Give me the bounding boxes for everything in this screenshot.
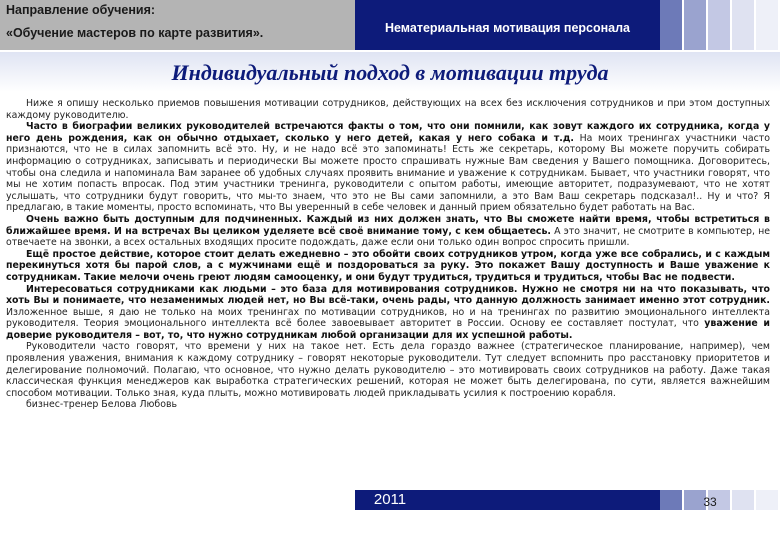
footer-decor-square [660, 490, 682, 510]
paragraph-availability-text: А это значит, не смотрите в компьютер, не отвечаете на звонки, а всех остальных входящих просите подождать, даже если они только один вопрос спросить пришли. [6, 225, 770, 249]
paragraph-interest [6, 284, 770, 342]
decor-square [756, 0, 778, 50]
paragraph-memory-bold: Часто в биографии великих руководителей встречаются факты о том, что они помнили, как зовут каждого их сотрудника, когда у него день рождения, как он обычно отдыхает, сколько у него детей, какая у него собака и т.д. [6, 121, 770, 144]
page-title: Индивидуальный подход в мотивации труда [171, 60, 609, 85]
footer-decor-square [732, 490, 754, 510]
paragraph-memory-text: На моих тренингах участники часто признаются, что не в силах запомнить всё это. Ну, и не надо всё это запоминать! Есть же секретарь, которому Вы можете поручить собирать информацию о сотрудниках, записывать и периодически Вы можете просто спрашивать нужные Вам сведения у Вашего помощника. Договоритесь, чтобы она следила и напоминала Вам заранее об удобных случаях проявить внимание и уважение к сотрудникам. Бывает, что участники говорят, что мы не хотим попасть впросак. Под этим участники тренинга, руководители с опытом работы, имеющие авторитет, подразумевают, что не хотят услышать, что сотрудники будут говорить, что мы-то знаем, что это не Вы сами запомнили, а это Вам Ваш секретарь подсказал!.. Ну и что? Я предлагаю, в такие моменты, просто вспоминать, что Вы уверенный в себе человек и данный прием обязательно будет работать на Вас. [6, 132, 770, 214]
footer-decor-square [756, 490, 778, 510]
paragraph-availability [6, 214, 770, 249]
header-left-panel [0, 0, 355, 50]
paragraph-memory [6, 121, 770, 214]
paragraph-interest-text: Изложенное выше, я даю не только на моих тренингах по мотивации сотрудников, но и на тренингах по развитию эмоционального интеллекта руководителя. Теория эмоционального интеллекта всё более завоевывает авторитет в России. Основу ее составляет постулат, что [6, 306, 770, 330]
paragraph-interest-bold: Интересоваться сотрудниками как людьми – это база для мотивирования сотрудников. Нужно не смотря ни на что показывать, что хоть Вы и понимаете, что незаменимых людей нет, но Вы всё-таки, очень рады, что данную должность занимает именно этот сотрудник. [6, 283, 770, 307]
paragraph-priorities: Руководители часто говорят, что времени у них на такое нет. Есть дела гораздо важнее (стратегическое планирование, например), чем проявления уважения, внимания к каждому сотруднику – говорят некоторые руководители. Тут следует вспомнить про расстановку приоритетов и делегирование полномочий. Полагаю, что основное, что нужно делать руководителю – это мотивировать своих сотрудников на работу. Даже такая классическая функция менеджеров как выработка стратегических решений, которая не может быть делегирована, по сути, является важнейшим способом мотивации. Только зная, куда плыть, можно мотивировать людей прикладывать усилия к построению корабля. [6, 341, 770, 399]
article-body [6, 98, 770, 470]
paragraph-daily-round-bold: Ещё простое действие, которое стоит делать ежедневно – это обойти своих сотрудников утром, когда уже все собрались, и с каждым перекинуться хотя бы парой слов, а с мужчинами ещё и поздороваться за руку. Это покажет Вашу доступность и Ваше уважение к сотрудникам. Такие мелочи очень греют людям самооценку, и они будут трудиться, трудиться и трудиться, чтобы Вас не подвести. [6, 248, 770, 283]
header-right-panel [355, 0, 660, 50]
decor-square [660, 0, 682, 50]
decor-square [732, 0, 754, 50]
author-signature: бизнес-тренер Белова Любовь [26, 399, 177, 411]
paragraph-availability-bold: Очень важно быть доступным для подчиненных. Каждый из них должен знать, что Вы сможете найти время, чтобы встретиться в ближайшее время. И на встречах Вы целиком уделяете всё своё внимание тому, с кем общаетесь. [6, 213, 770, 237]
page-number: 33 [703, 495, 717, 509]
header-course-name: «Обучение мастеров по карте развития». [6, 26, 264, 40]
paragraph-interest-bold-end: уважение и доверие руководителя – вот, то, что нужно сотрудникам любой организации для их успешной работы. [6, 318, 770, 341]
header-decorative-squares [660, 0, 780, 50]
footer-year: 2011 [373, 491, 407, 508]
paragraph-intro: Ниже я опишу несколько приемов повышения мотивации сотрудников, действующих на всех без исключения сотрудников и при этом доступных каждому руководителю. [6, 98, 770, 121]
decor-square [684, 0, 706, 50]
header-topic-title: Нематериальная мотивация персонала [384, 21, 631, 35]
slide-header [0, 0, 780, 50]
header-direction-label: Направление обучения: [6, 3, 156, 17]
paragraph-daily-round [6, 249, 770, 284]
decor-square [708, 0, 730, 50]
